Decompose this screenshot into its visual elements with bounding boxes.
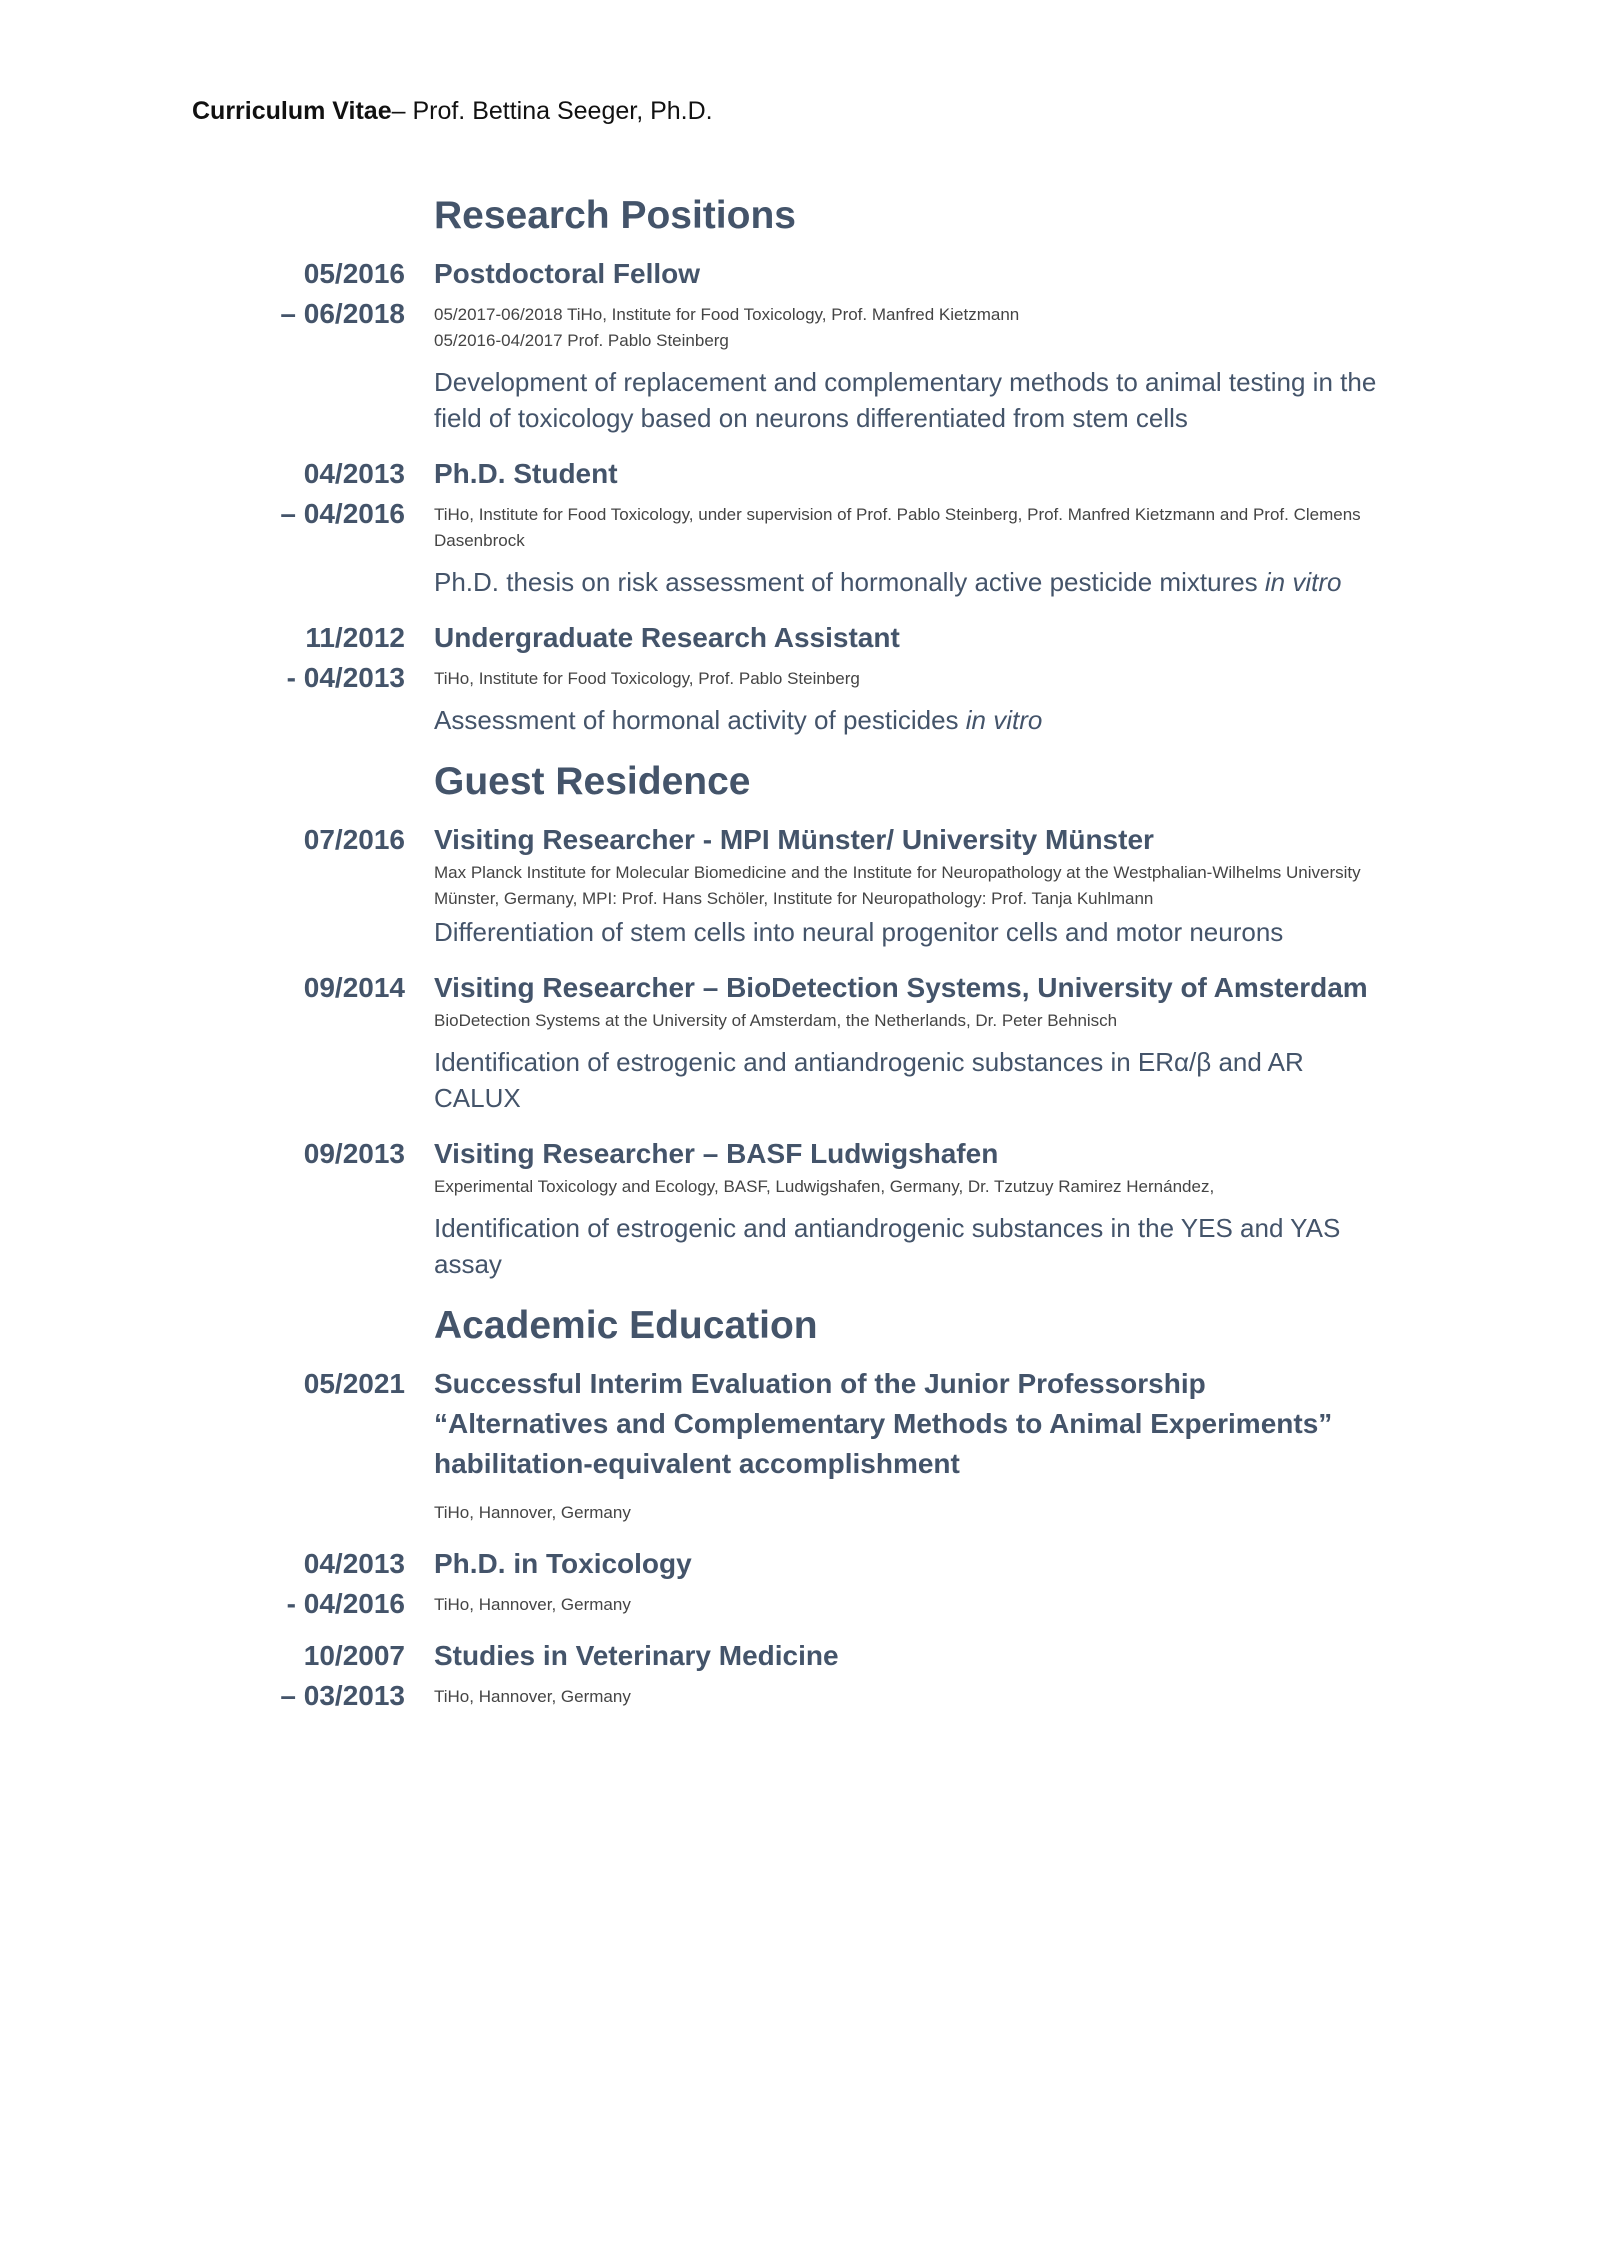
- date-to: - 04/2016: [286, 1588, 405, 1619]
- cv-entry: [0, 968, 1600, 1116]
- entry-dates: [180, 454, 405, 534]
- entry-description: [434, 564, 1394, 600]
- date-from: 09/2013: [303, 1138, 405, 1169]
- desc-italic: in vitro: [965, 705, 1043, 735]
- section-research-positions: [0, 190, 1600, 738]
- date-from: 07/2016: [303, 824, 405, 855]
- header-name: – Prof. Bettina Seeger, Ph.D.: [391, 97, 713, 125]
- date-from: 11/2012: [305, 622, 405, 653]
- entry-description: [434, 702, 1394, 738]
- entry-detail: TiHo, Hannover, Germany: [434, 1687, 631, 1706]
- date-from: 09/2014: [303, 972, 405, 1003]
- entry-title-line: “Alternatives and Complementary Methods to Animal Experiments”: [434, 1408, 1333, 1439]
- entry-title: Postdoctoral Fellow: [434, 258, 701, 289]
- entry-detail: TiHo, Hannover, Germany: [434, 1503, 631, 1522]
- entry-detail: 05/2017-06/2018 TiHo, Institute for Food Toxicology, Prof. Manfred Kietzmann: [434, 305, 1020, 324]
- entry-detail: TiHo, Hannover, Germany: [434, 1595, 631, 1614]
- entry-dates: [180, 968, 405, 1008]
- entry-title: Visiting Researcher – BASF Ludwigshafen: [434, 1138, 999, 1169]
- date-from: 05/2021: [303, 1368, 405, 1399]
- desc-text: Assessment of hormonal activity of pesticides: [434, 705, 966, 735]
- cv-entry: [0, 1134, 1600, 1282]
- entry-dates: [180, 1134, 405, 1174]
- date-from: 04/2013: [303, 1548, 405, 1579]
- entry-body: [434, 618, 1394, 738]
- entry-detail: 05/2016-04/2017 Prof. Pablo Steinberg: [434, 331, 729, 350]
- section-title: Research Positions: [434, 194, 796, 237]
- entry-description: Differentiation of stem cells into neural progenitor cells and motor neurons: [434, 917, 1284, 947]
- desc-italic: in vitro: [1264, 567, 1342, 597]
- cv-entry: [0, 618, 1600, 738]
- entry-dates: [180, 618, 405, 698]
- section-title: Guest Residence: [434, 760, 751, 803]
- date-from: 10/2007: [303, 1640, 405, 1671]
- entry-body: [434, 1544, 1394, 1618]
- date-to: – 03/2013: [280, 1680, 405, 1711]
- entry-dates: [180, 1364, 405, 1404]
- cv-entry: [0, 820, 1600, 950]
- entry-description: Development of replacement and complementary methods to animal testing in the field of toxicology based on neurons differentiated from stem cells: [434, 367, 1377, 433]
- cv-entry: [0, 1636, 1600, 1710]
- entry-title: Ph.D. in Toxicology: [434, 1548, 692, 1579]
- entry-title: Visiting Researcher – BioDetection Systems, University of Amsterdam: [434, 972, 1368, 1003]
- entry-title: Undergraduate Research Assistant: [434, 622, 900, 653]
- entry-description: Identification of estrogenic and antiandrogenic substances in the YES and YAS assay: [434, 1213, 1341, 1279]
- date-from: 05/2016: [303, 258, 405, 289]
- entry-description: Identification of estrogenic and antiandrogenic substances in ERα/β and AR CALUX: [434, 1047, 1304, 1113]
- page-header: [192, 97, 713, 126]
- cv-entry: [0, 1364, 1600, 1526]
- entry-detail: TiHo, Institute for Food Toxicology, under supervision of Prof. Pablo Steinberg, Prof. Manfred Kietzmann and Prof. Clemens Dasenbrock: [434, 505, 1361, 550]
- header-title: Curriculum Vitae: [192, 97, 392, 125]
- date-to: - 04/2013: [286, 662, 405, 693]
- entry-title: Visiting Researcher - MPI Münster/ University Münster: [434, 824, 1154, 855]
- entry-body: [434, 1364, 1394, 1526]
- entry-title: Studies in Veterinary Medicine: [434, 1640, 839, 1671]
- section-academic-education: [0, 1300, 1600, 1710]
- cv-entry: [0, 254, 1600, 436]
- entry-body: [434, 820, 1394, 950]
- section-title: Academic Education: [434, 1304, 818, 1347]
- desc-text: Ph.D. thesis on risk assessment of hormonally active pesticide mixtures: [434, 567, 1265, 597]
- entry-detail: Max Planck Institute for Molecular Biomedicine and the Institute for Neuropathology at the Westphalian-Wilhelms University Münster, Germany, MPI: Prof. Hans Schöler, Institute for Neuropathology: Prof. Tanja Kuhlmann: [434, 863, 1361, 908]
- entry-title-line: Successful Interim Evaluation of the Junior Professorship: [434, 1368, 1206, 1399]
- date-to: – 04/2016: [280, 498, 405, 529]
- entry-dates: [180, 1636, 405, 1716]
- date-from: 04/2013: [303, 458, 405, 489]
- entry-dates: [180, 254, 405, 334]
- cv-content: [0, 190, 1600, 1728]
- entry-dates: [180, 820, 405, 860]
- cv-entry: [0, 454, 1600, 600]
- entry-detail: TiHo, Institute for Food Toxicology, Prof. Pablo Steinberg: [434, 669, 860, 688]
- cv-entry: [0, 1544, 1600, 1618]
- entry-dates: [180, 1544, 405, 1624]
- entry-body: [434, 1636, 1394, 1710]
- date-to: – 06/2018: [280, 298, 405, 329]
- entry-body: [434, 1134, 1394, 1282]
- entry-body: [434, 454, 1394, 600]
- entry-body: [434, 968, 1394, 1116]
- entry-title-line: habilitation-equivalent accomplishment: [434, 1448, 960, 1479]
- entry-body: [434, 254, 1394, 436]
- entry-title: Ph.D. Student: [434, 458, 618, 489]
- entry-detail: Experimental Toxicology and Ecology, BASF, Ludwigshafen, Germany, Dr. Tzutzuy Ramirez Hernández,: [434, 1177, 1215, 1196]
- section-guest-residence: [0, 756, 1600, 1282]
- entry-detail: BioDetection Systems at the University of Amsterdam, the Netherlands, Dr. Peter Behnisch: [434, 1011, 1118, 1030]
